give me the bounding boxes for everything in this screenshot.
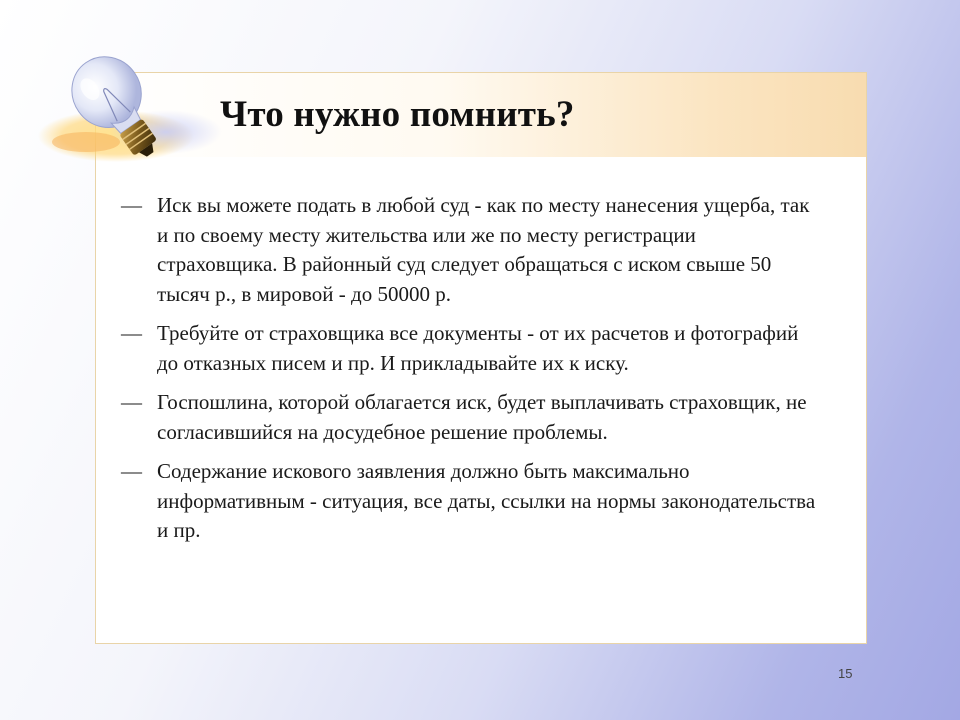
bullet-item	[121, 388, 821, 447]
bullet-text: Госпошлина, которой облагается иск, будет выплачивать страховщик, не согласившийся на досудебное решение проблемы.	[157, 390, 807, 444]
bullet-list	[121, 191, 821, 556]
bullet-text: Содержание искового заявления должно быть максимально информативным - ситуация, все даты, ссылки на нормы законодательства и пр.	[157, 459, 816, 542]
bullet-marker: —	[121, 321, 142, 345]
bullet-item	[121, 191, 821, 309]
bullet-text: Иск вы можете подать в любой суд - как по месту нанесения ущерба, так и по своему месту жительства или же по месту регистрации страховщика. В районный суд следует обращаться с иском свыше 50 тысяч р., в мировой - до 50000 р.	[157, 193, 810, 306]
light-bulb-icon	[36, 44, 226, 174]
bullet-item	[121, 457, 821, 546]
bullet-item	[121, 319, 821, 378]
bullet-marker: —	[121, 459, 142, 483]
bullet-marker: —	[121, 193, 142, 217]
bullet-text: Требуйте от страховщика все документы - от их расчетов и фотографий до отказных писем и пр. И прикладывайте их к иску.	[157, 321, 799, 375]
page-number: 15	[838, 666, 853, 681]
slide-title: Что нужно помнить?	[220, 94, 575, 135]
bullet-marker: —	[121, 390, 142, 414]
